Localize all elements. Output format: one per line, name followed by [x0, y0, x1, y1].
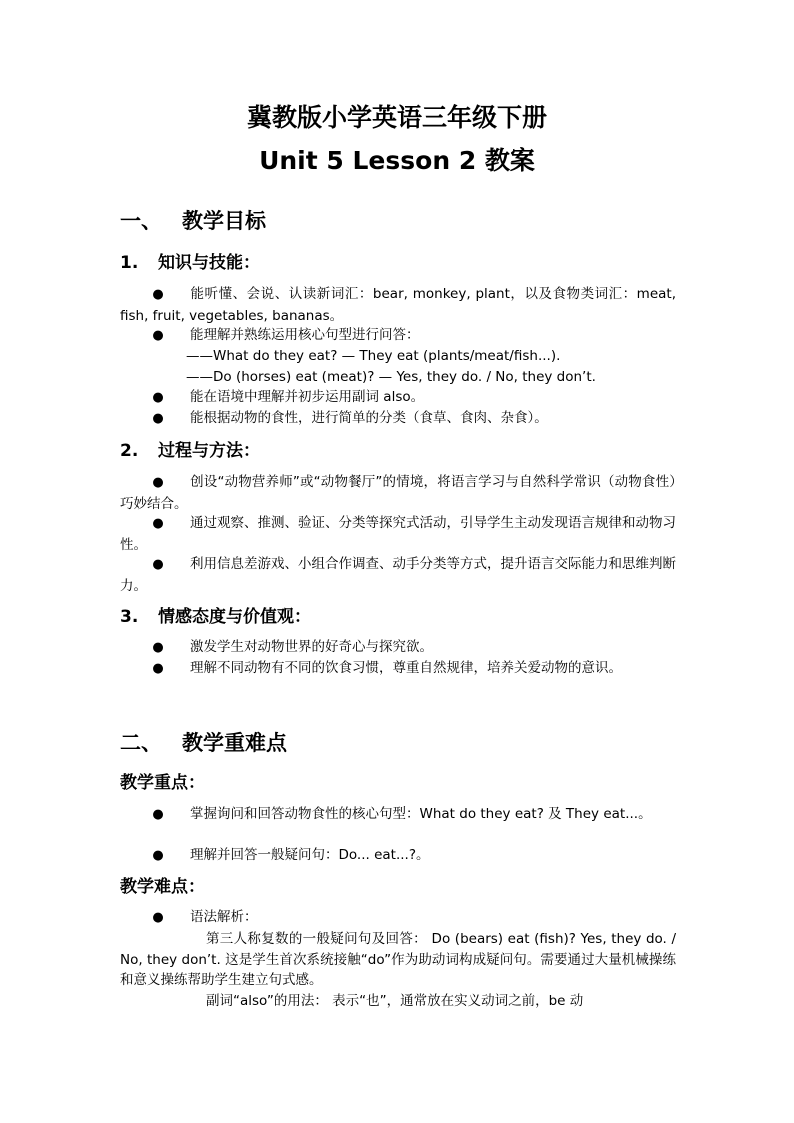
list-item: ● 能在语境中理解并初步运用副词 also。 — [120, 387, 676, 409]
bullet-icon: ● — [152, 557, 164, 572]
list-item: ● 理解不同动物有不同的饮食习惯，尊重自然规律，培养关爱动物的意识。 — [120, 658, 676, 680]
sub2-title: 过程与方法： — [158, 441, 260, 461]
sub3-heading — [120, 606, 311, 628]
sub3-title: 情感态度与价值观： — [158, 607, 311, 627]
document-title-line2: Unit 5 Lesson 2 教案 — [259, 146, 535, 175]
dialog-line: ——What do they eat? — They eat (plants/meat/fish...). — [186, 348, 561, 364]
sub3-number: 3. — [120, 607, 139, 627]
bullet-icon: ● — [152, 807, 164, 822]
list-item: ● 利用信息差游戏、小组合作调查、动手分类等方式，提升语言交际能力和思维判断力。 — [120, 556, 676, 594]
bullet-icon: ● — [152, 475, 164, 490]
section2-number: 二、 — [120, 731, 162, 755]
sub1-heading — [120, 252, 260, 274]
bullet-icon: ● — [152, 661, 164, 676]
list-item: ● 语法解析： — [120, 907, 676, 929]
bullet-icon: ● — [152, 328, 164, 343]
difficulty-heading: 教学难点： — [120, 877, 205, 897]
section2-title: 教学重难点 — [182, 731, 287, 755]
list-item: ● 能根据动物的食性，进行简单的分类（食草、食肉、杂食）。 — [120, 408, 676, 430]
bullet-icon: ● — [152, 411, 164, 426]
section1-title: 教学目标 — [182, 209, 266, 233]
bullet-icon: ● — [152, 516, 164, 531]
dialog-line: ——Do (horses) eat (meat)? — Yes, they do. / No, they don’t. — [186, 369, 596, 385]
bullet-icon: ● — [152, 287, 164, 302]
sub2-heading — [120, 440, 260, 462]
sub2-number: 2. — [120, 441, 139, 461]
difficulty-paragraph: 第三人称复数的一般疑问句及回答： Do (bears) eat (fish)? Yes, they do. / No, they don’t. 这是学生首次系统接触“do”作为助动词构成疑问句。需要通过大量机械操练和意义操练帮助学生建立句式感。 — [120, 931, 676, 988]
section1-heading — [120, 208, 266, 234]
list-item: ● 掌握询问和回答动物食性的核心句型：What do they eat? 及 They eat...。 — [120, 804, 676, 826]
section1-number: 一、 — [120, 209, 162, 233]
difficulty-paragraph: 副词“also”的用法： 表示“也”，通常放在实义动词之前，be 动 — [206, 993, 584, 1009]
bullet-icon: ● — [152, 910, 164, 925]
list-item: ● 通过观察、推测、验证、分类等探究式活动，引导学生主动发现语言规律和动物习性。 — [120, 515, 676, 553]
document-title-line1: 冀教版小学英语三年级下册 — [246, 103, 547, 132]
list-item: ● 能听懂、会说、认读新词汇：bear, monkey, plant，以及食物类词汇：meat, fish, fruit, vegetables, bananas。 — [120, 286, 676, 324]
list-item: ● 理解并回答一般疑问句：Do... eat...?。 — [120, 845, 676, 867]
list-item: ● 能理解并熟练运用核心句型进行问答： — [120, 325, 676, 347]
section2-heading — [120, 730, 287, 756]
focus-heading: 教学重点： — [120, 773, 205, 793]
list-item: ● 激发学生对动物世界的好奇心与探究欲。 — [120, 637, 676, 659]
bullet-icon: ● — [152, 390, 164, 405]
bullet-icon: ● — [152, 640, 164, 655]
list-item: ● 创设“动物营养师”或“动物餐厅”的情境，将语言学习与自然科学常识（动物食性）巧妙结合。 — [120, 474, 676, 512]
sub1-title: 知识与技能： — [158, 253, 260, 273]
sub1-number: 1. — [120, 253, 139, 273]
bullet-icon: ● — [152, 848, 164, 863]
